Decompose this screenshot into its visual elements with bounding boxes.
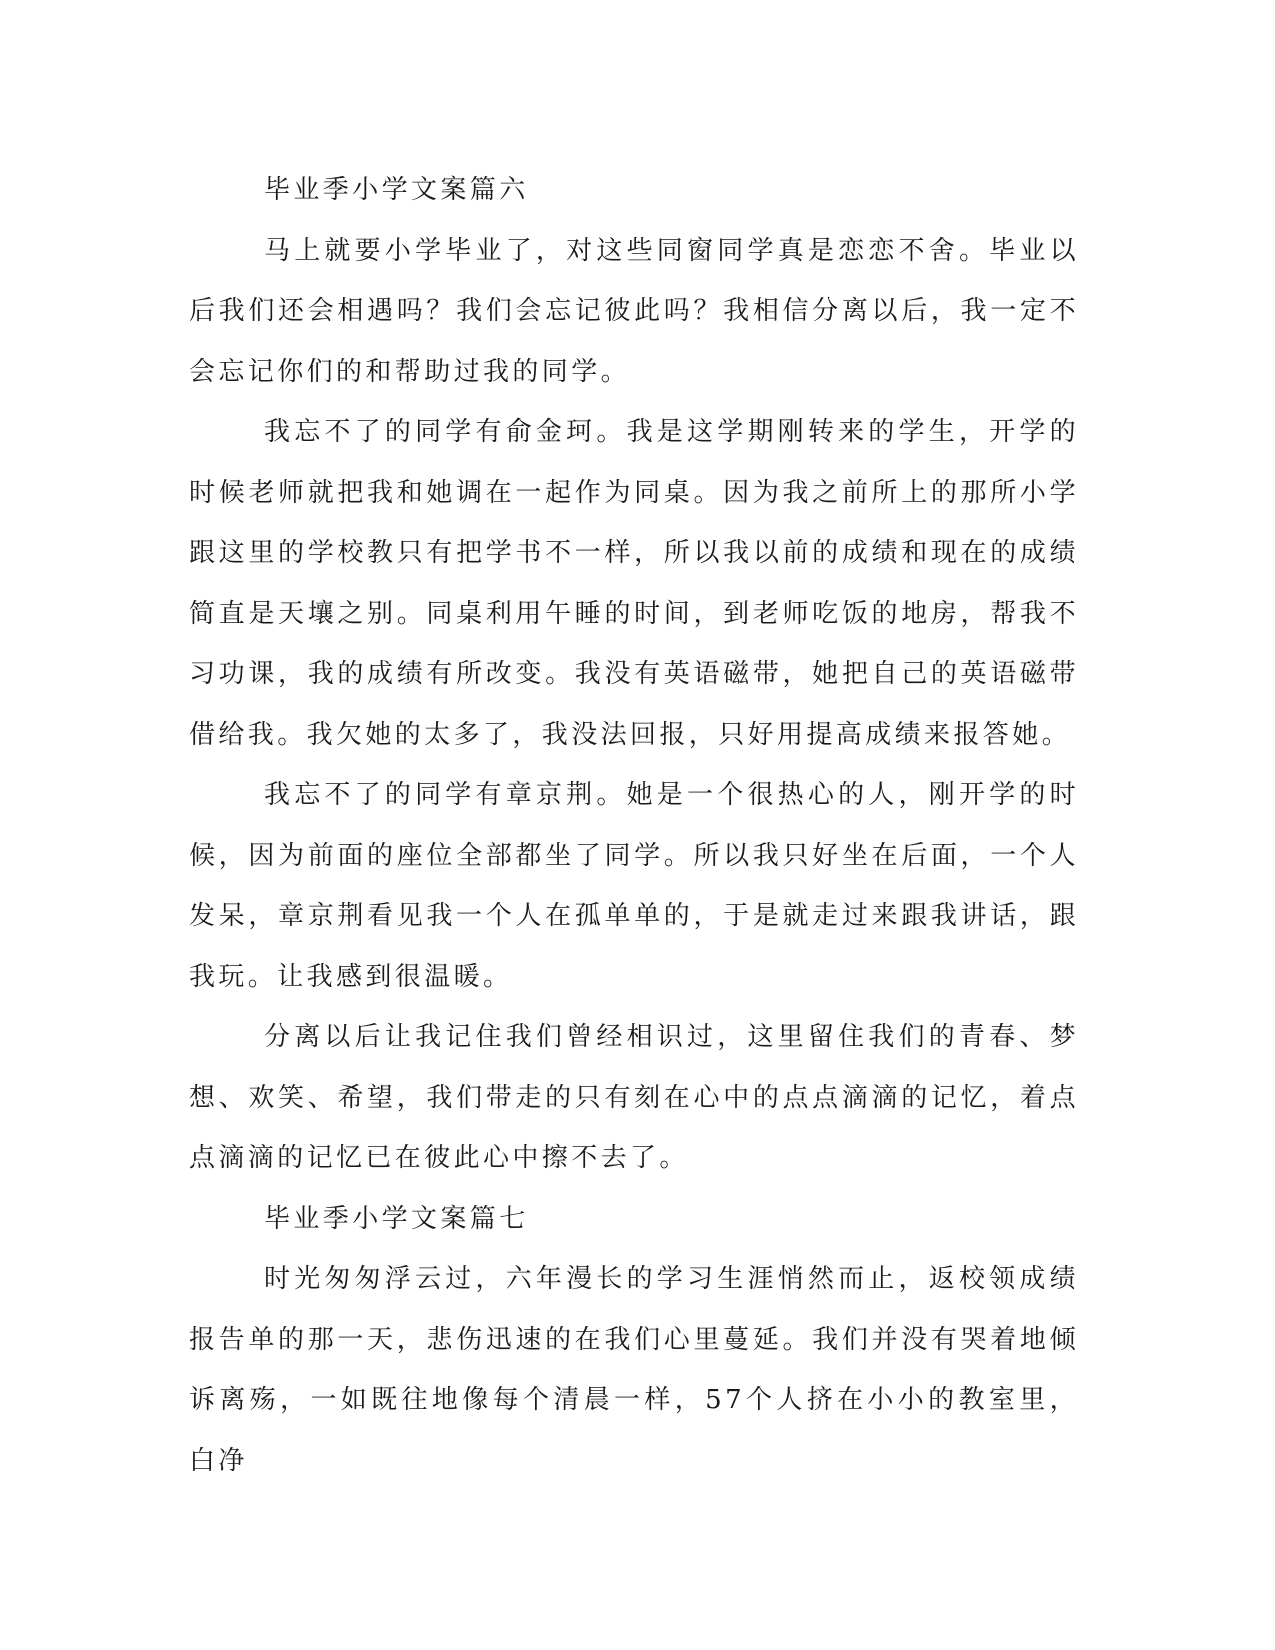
paragraph: 我忘不了的同学有章京荆。她是一个很热心的人，刚开学的时候，因为前面的座位全部都坐了同学。所以我只好坐在后面，一个人发呆，章京荆看见我一个人在孤单单的，于是就走过来跟我讲话，跟我玩。让我感到很温暖。 <box>189 780 1079 992</box>
paragraph: 马上就要小学毕业了，对这些同窗同学真是恋恋不舍。毕业以后我们还会相遇吗？我们会忘记彼此吗？我相信分离以后，我一定不会忘记你们的和帮助过我的同学。 <box>189 235 1079 387</box>
paragraph: 分离以后让我记住我们曾经相识过，这里留住我们的青春、梦想、欢笑、希望，我们带走的只有刻在心中的点点滴滴的记忆，着点点滴滴的记忆已在彼此心中擦不去了。 <box>189 1022 1079 1173</box>
paragraph: 我忘不了的同学有俞金珂。我是这学期刚转来的学生，开学的时候老师就把我和她调在一起作为同桌。因为我之前所上的那所小学跟这里的学校教只有把学书不一样，所以我以前的成绩和现在的成绩简直是天壤之别。同桌利用午睡的时间，到老师吃饭的地房，帮我不习功课，我的成绩有所改变。我没有英语磁带，她把自己的英语磁带借给我。我欠她的太多了，我没法回报，只好用提高成绩来报答她。 <box>189 417 1079 750</box>
paragraph: 时光匆匆浮云过，六年漫长的学习生涯悄然而止，返校领成绩报告单的那一天，悲伤迅速的在我们心里蔓延。我们并没有哭着地倾诉离殇，一如既往地像每个清晨一样，57个人挤在小小的教室里，白净 <box>189 1264 1079 1476</box>
document-body <box>189 160 1079 1491</box>
section-heading: 毕业季小学文案篇七 <box>264 1203 529 1234</box>
section-heading: 毕业季小学文案篇六 <box>264 175 529 205</box>
